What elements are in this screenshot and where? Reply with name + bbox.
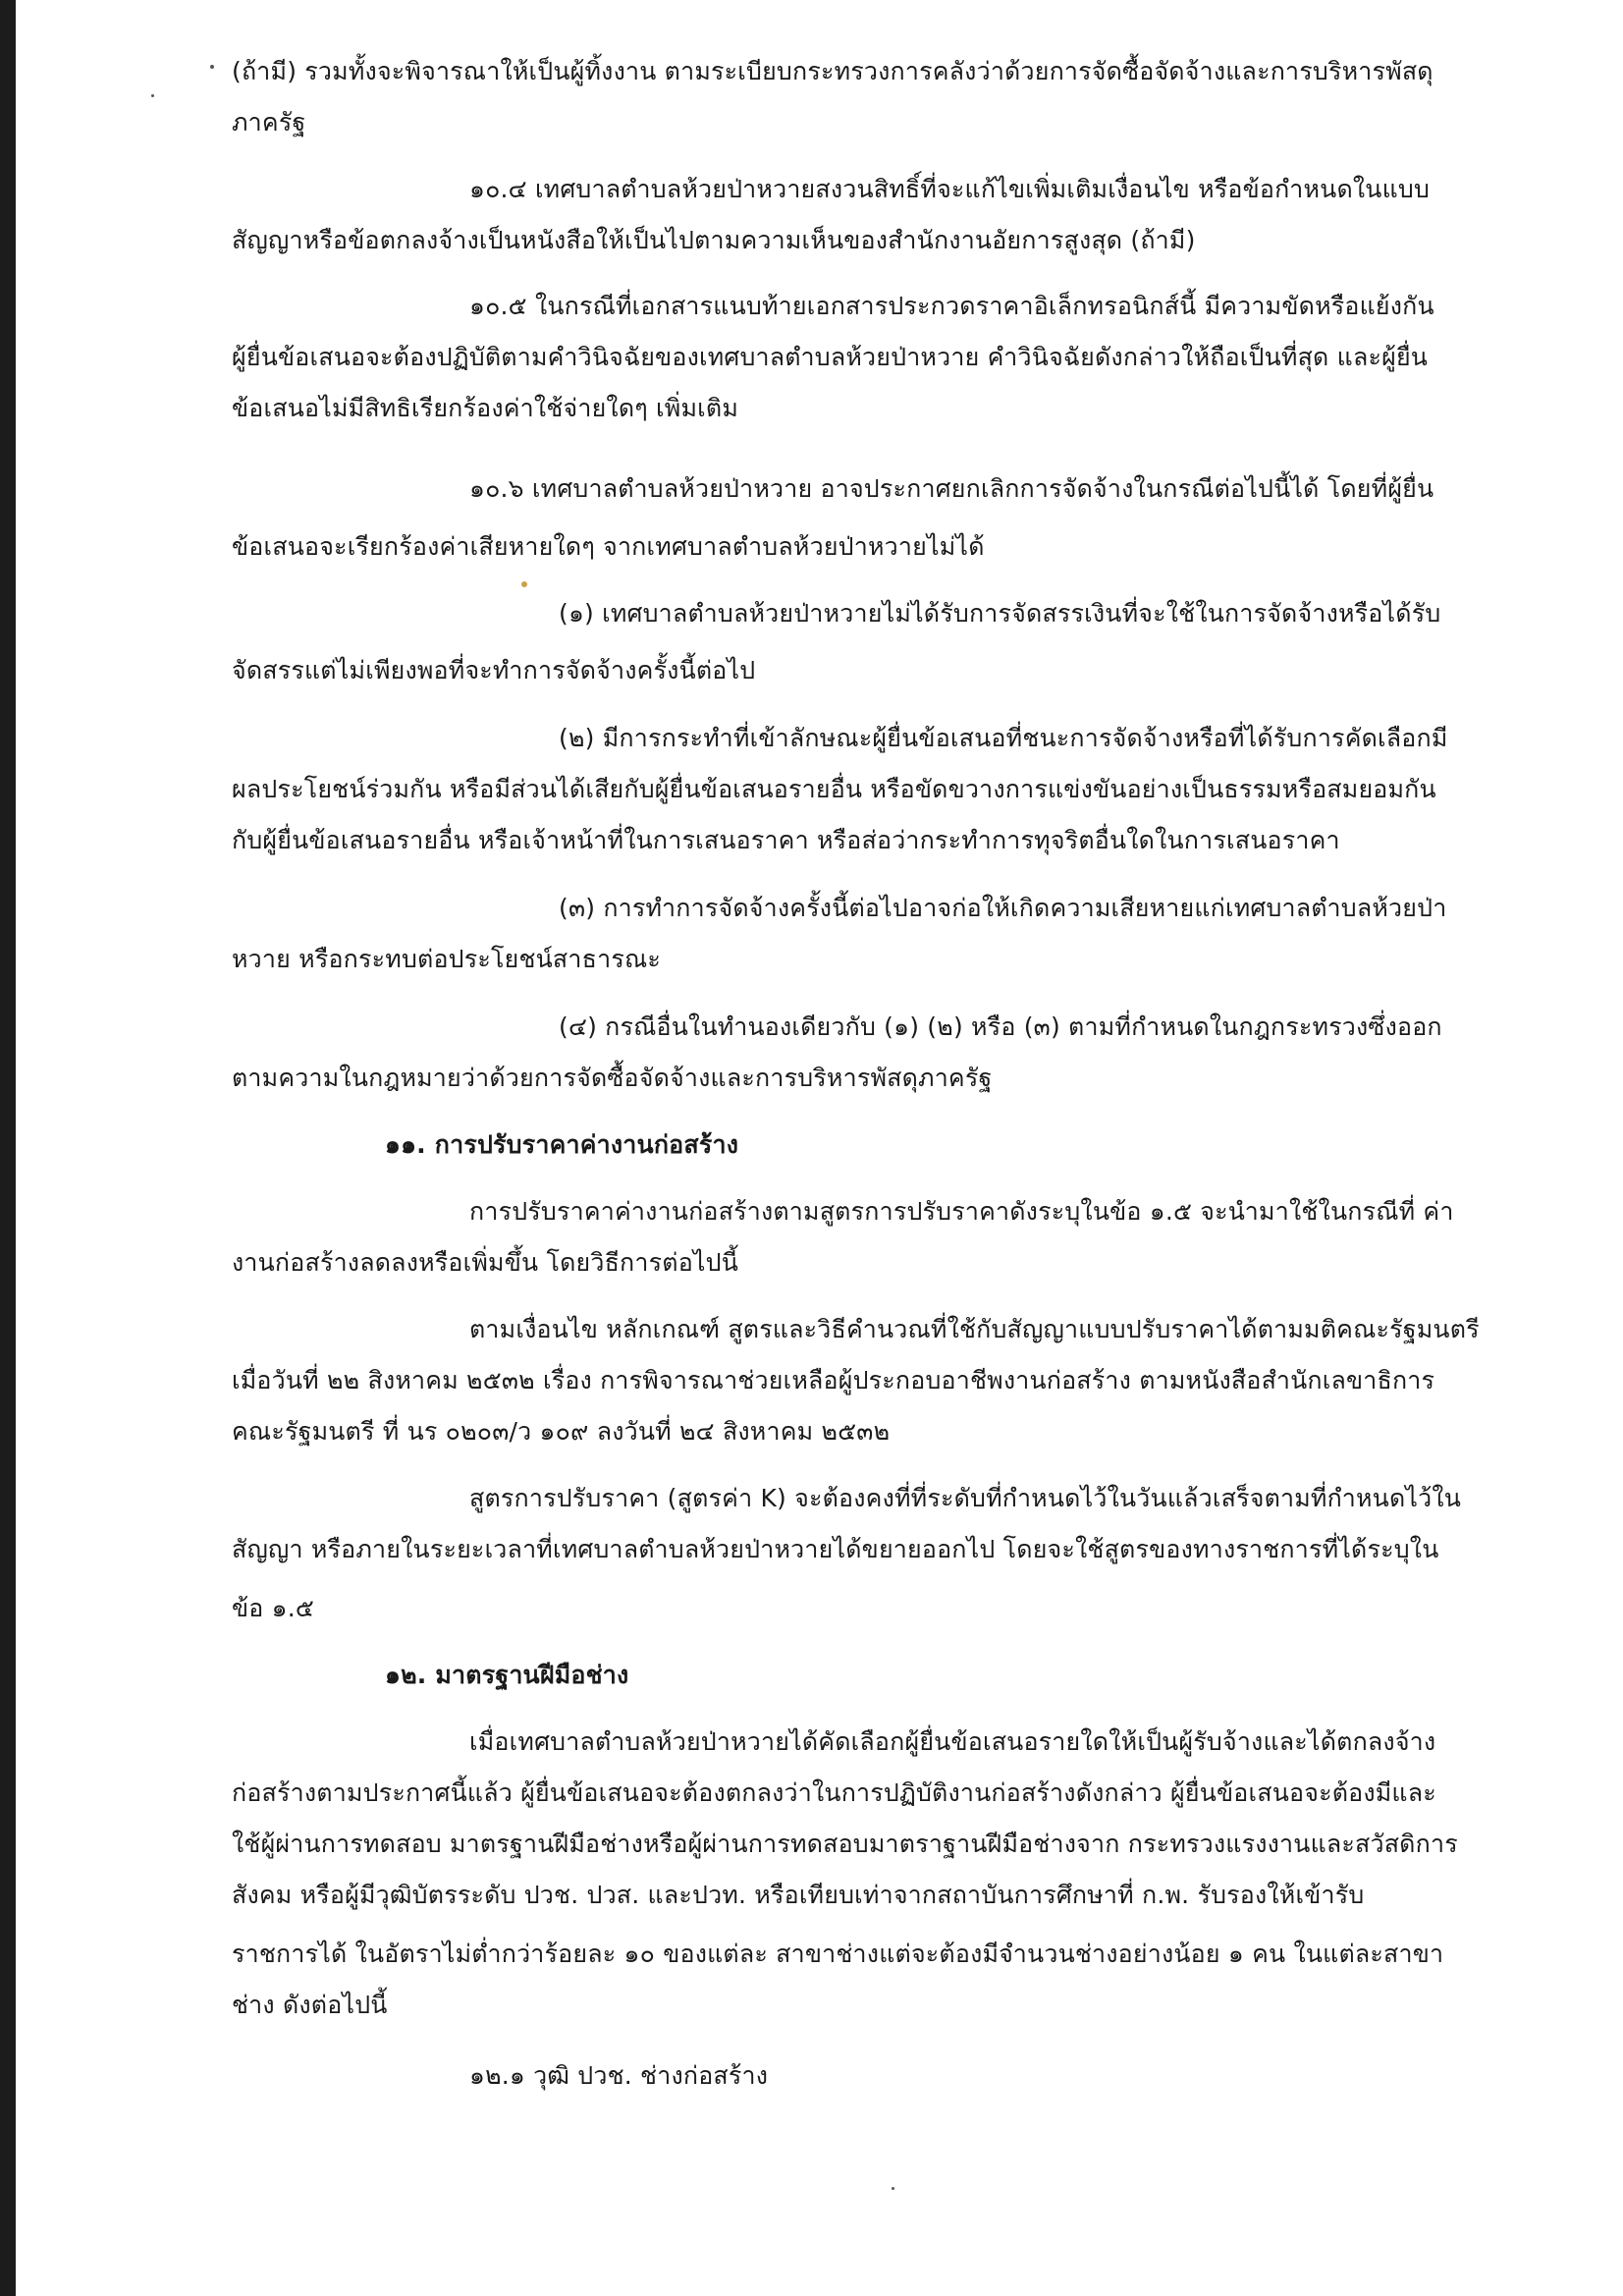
paragraph-line: สัญญา หรือภายในระยะเวลาที่เทศบาลตำบลห้วยป่าหวายได้ขยายออกไป โดยจะใช้สูตรของทางราชการที่ได้ระบุใน xyxy=(232,1535,1439,1563)
paragraph-line: ข้อเสนอจะเรียกร้องค่าเสียหายใดๆ จากเทศบาลตำบลห้วยป่าหวายไม่ได้ xyxy=(232,532,985,561)
scan-speck xyxy=(521,581,527,587)
clause-10-5-line: ๑๐.๕ ในกรณีที่เอกสารแนบท้ายเอกสารประกวดราคาอิเล็กทรอนิกส์นี้ มีความขัดหรือแย้งกัน xyxy=(469,292,1434,320)
paragraph-line: เมื่อเทศบาลตำบลห้วยป่าหวายได้คัดเลือกผู้ยื่นข้อเสนอรายใดให้เป็นผู้รับจ้างและได้ตกลงจ้าง xyxy=(469,1727,1436,1756)
scan-speck xyxy=(210,65,214,69)
paragraph-line: ราชการได้ ในอัตราไม่ต่ำกว่าร้อยละ ๑๐ ของแต่ละ สาขาช่างแต่จะต้องมีจำนวนช่างอย่างน้อย ๑ คน ในแต่ละสาขา xyxy=(232,1940,1444,1968)
paragraph-line: เมื่อวันที่ ๒๒ สิงหาคม ๒๕๓๒ เรื่อง การพิจารณาช่วยเหลือผู้ประกอบอาชีพงานก่อสร้าง ตามหนังสือสำนักเลขาธิการ xyxy=(232,1366,1435,1394)
paragraph-line: สัญญาหรือข้อตกลงจ้างเป็นหนังสือให้เป็นไปตามความเห็นของสำนักงานอัยการสูงสุด (ถ้ามี) xyxy=(232,226,1196,254)
paragraph-line: ภาครัฐ xyxy=(232,108,306,137)
section-11-heading: ๑๑. การปรับราคาค่างานก่อสร้าง xyxy=(385,1130,739,1159)
paragraph-line: ก่อสร้างตามประกาศนี้แล้ว ผู้ยื่นข้อเสนอจะต้องตกลงว่าในการปฏิบัติงานก่อสร้างดังกล่าว ผู้ยื่นข้อเสนอจะต้องมีและ xyxy=(232,1778,1436,1807)
paragraph-line: การปรับราคาค่างานก่อสร้างตามสูตรการปรับราคาดังระบุในข้อ ๑.๕ จะนำมาใช้ในกรณีที่ ค่า xyxy=(469,1197,1454,1226)
scan-speck xyxy=(151,94,154,97)
paragraph-line: (ถ้ามี) รวมทั้งจะพิจารณาให้เป็นผู้ทิ้งงาน ตามระเบียบกระทรวงการคลังว่าด้วยการจัดซื้อจัดจ้างและการบริหารพัสดุ xyxy=(232,57,1434,85)
paragraph-line: ช่าง ดังต่อไปนี้ xyxy=(232,1991,388,2019)
item-3-line: (๓) การทำการจัดจ้างครั้งนี้ต่อไปอาจก่อให้เกิดความเสียหายแก่เทศบาลตำบลห้วยป่า xyxy=(559,894,1447,922)
item-4-line: (๔) กรณีอื่นในทำนองเดียวกับ (๑) (๒) หรือ (๓) ตามที่กำหนดในกฎกระทรวงซึ่งออก xyxy=(559,1012,1442,1041)
item-2-line: (๒) มีการกระทำที่เข้าลักษณะผู้ยื่นข้อเสนอที่ชนะการจัดจ้างหรือที่ได้รับการคัดเลือกมี xyxy=(559,724,1448,752)
paragraph-line: ตามเงื่อนไข หลักเกณฑ์ สูตรและวิธีคำนวณที่ใช้กับสัญญาแบบปรับราคาได้ตามมติคณะรัฐมนตรี xyxy=(469,1315,1480,1343)
paragraph-line: ข้อเสนอไม่มีสิทธิเรียกร้องค่าใช้จ่ายใดๆ เพิ่มเติม xyxy=(232,394,739,422)
paragraph-line: ผู้ยื่นข้อเสนอจะต้องปฏิบัติตามคำวินิจฉัยของเทศบาลตำบลห้วยป่าหวาย คำวินิจฉัยดังกล่าวให้ถือเป็นที่สุด และผู้ยื่น xyxy=(232,343,1429,371)
paragraph-line: ตามความในกฎหมายว่าด้วยการจัดซื้อจัดจ้างและการบริหารพัสดุภาครัฐ xyxy=(232,1064,993,1092)
paragraph-line: คณะรัฐมนตรี ที่ นร ๐๒๐๓/ว ๑๐๙ ลงวันที่ ๒๔ สิงหาคม ๒๕๓๒ xyxy=(232,1417,891,1446)
paragraph-line: สังคม หรือผู้มีวุฒิบัตรระดับ ปวช. ปวส. และปวท. หรือเทียบเท่าจากสถาบันการศึกษาที่ ก.พ. รับรองให้เข้ารับ xyxy=(232,1881,1365,1909)
paragraph-line: ผลประโยชน์ร่วมกัน หรือมีส่วนได้เสียกับผู้ยื่นข้อเสนอรายอื่น หรือขัดขวางการแข่งขันอย่างเป็นธรรมหรือสมยอมกัน xyxy=(232,775,1436,803)
paragraph-line: สูตรการปรับราคา (สูตรค่า K) จะต้องคงที่ที่ระดับที่กำหนดไว้ในวันแล้วเสร็จตามที่กำหนดไว้ใน xyxy=(469,1484,1462,1512)
scan-speck xyxy=(892,2187,894,2190)
paragraph-line: หวาย หรือกระทบต่อประโยชน์สาธารณะ xyxy=(232,945,661,973)
paragraph-line: ข้อ ๑.๕ xyxy=(232,1594,314,1622)
item-1-line: (๑) เทศบาลตำบลห้วยป่าหวายไม่ได้รับการจัดสรรเงินที่จะใช้ในการจัดจ้างหรือได้รับ xyxy=(559,599,1441,628)
paragraph-line: กับผู้ยื่นข้อเสนอรายอื่น หรือเจ้าหน้าที่ในการเสนอราคา หรือส่อว่ากระทำการทุจริตอื่นใดในการเสนอราคา xyxy=(232,826,1340,854)
paragraph-line: จัดสรรแต่ไม่เพียงพอที่จะทำการจัดจ้างครั้งนี้ต่อไป xyxy=(232,656,756,684)
paragraph-line: งานก่อสร้างลดลงหรือเพิ่มขึ้น โดยวิธีการต่อไปนี้ xyxy=(232,1248,739,1277)
clause-10-6-line: ๑๐.๖ เทศบาลตำบลห้วยป่าหวาย อาจประกาศยกเลิกการจัดจ้างในกรณีต่อไปนี้ได้ โดยที่ผู้ยื่น xyxy=(469,474,1434,503)
clause-12-1-line: ๑๒.๑ วุฒิ ปวช. ช่างก่อสร้าง xyxy=(469,2061,769,2090)
section-12-heading: ๑๒. มาตรฐานฝีมือช่าง xyxy=(385,1661,629,1689)
paragraph-line: ใช้ผู้ผ่านการทดสอบ มาตรฐานฝีมือช่างหรือผู้ผ่านการทดสอบมาตราฐานฝีมือช่างจาก กระทรวงแรงงานและสวัสดิการ xyxy=(232,1830,1458,1858)
clause-10-4-line: ๑๐.๔ เทศบาลตำบลห้วยป่าหวายสงวนสิทธิ์ที่จะแก้ไขเพิ่มเติมเงื่อนไข หรือข้อกำหนดในแบบ xyxy=(469,175,1431,203)
